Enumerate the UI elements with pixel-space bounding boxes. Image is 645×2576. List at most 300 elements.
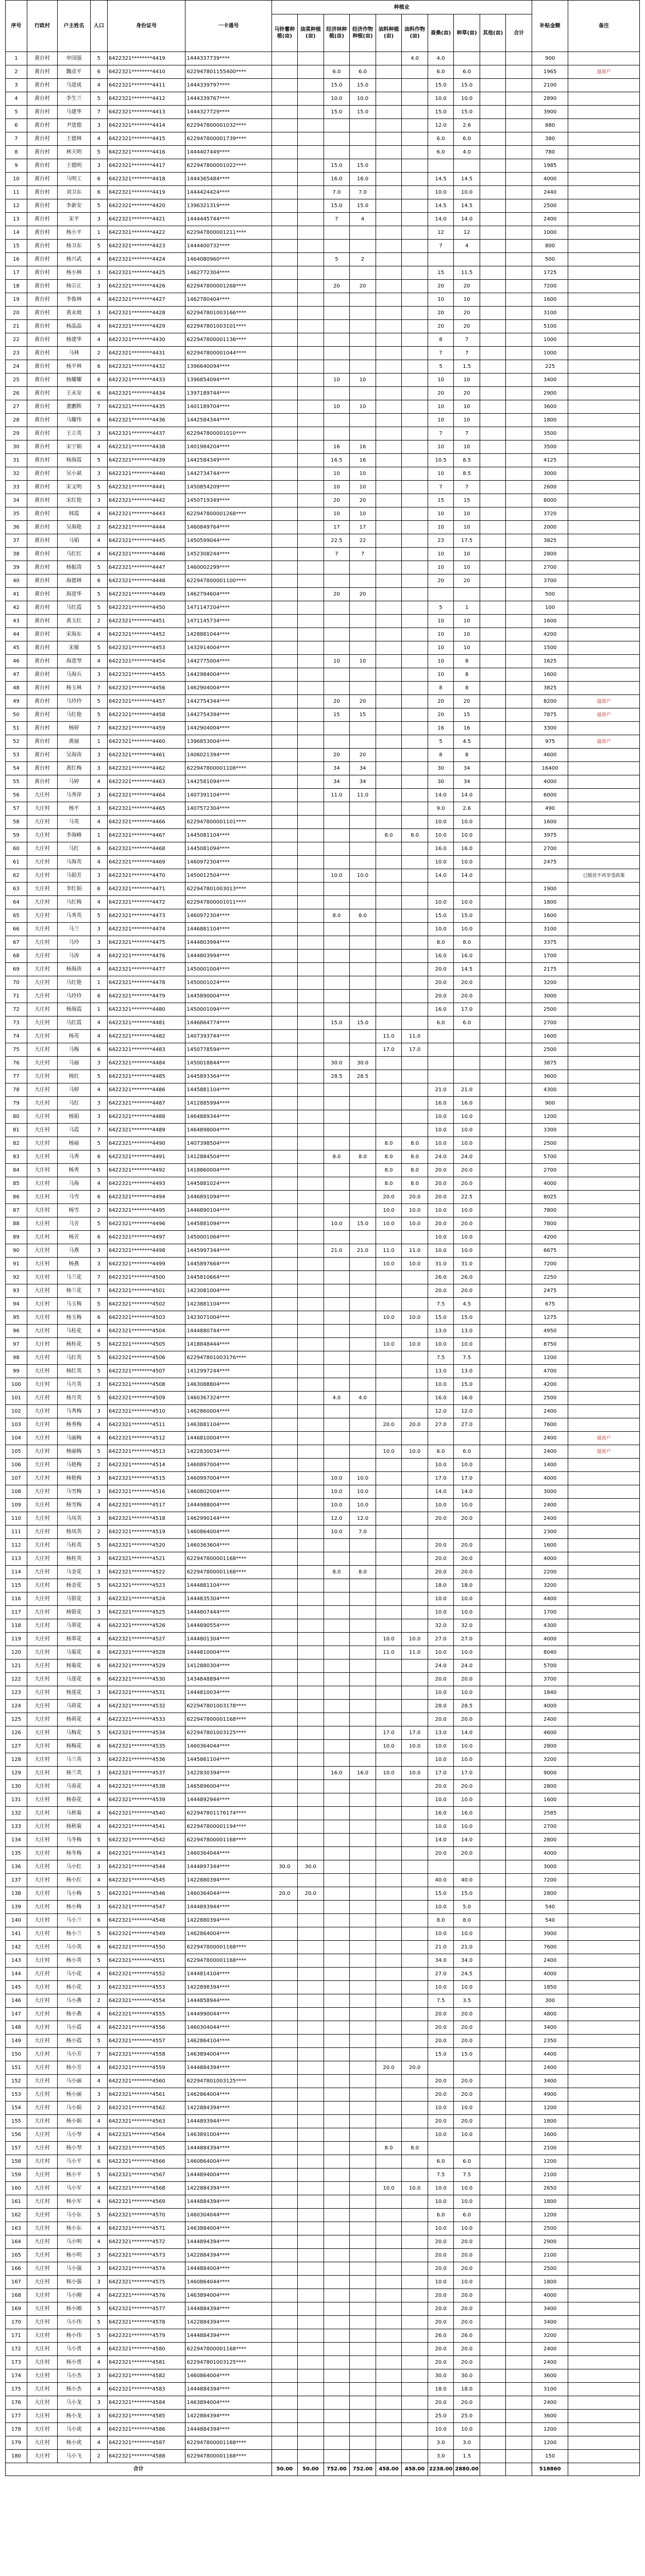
cell-householder: 董鹏辉 (58, 400, 91, 414)
cell-crop9 (480, 561, 506, 574)
cell-id-number: 6422321********4547 (107, 1901, 185, 1914)
cell-id-number: 6422321********4490 (107, 1137, 185, 1150)
cell-population: 7 (90, 682, 107, 695)
cell-total (506, 2021, 532, 2035)
cell-subsidy-amount: 4000 (532, 1968, 568, 1981)
cell-village: 大庄村 (27, 1258, 57, 1271)
cell-crop2 (298, 1258, 324, 1271)
cell-crop7: 8 (428, 682, 454, 695)
cell-crop6 (402, 695, 428, 708)
table-row (6, 789, 640, 802)
cell-crop3 (324, 1633, 350, 1646)
cell-crop9 (480, 293, 506, 307)
cell-card-number: 1471147204**** (185, 601, 271, 615)
cell-crop2 (298, 1097, 324, 1110)
cell-seq: 69 (6, 963, 27, 976)
cell-seq: 135 (6, 1847, 27, 1860)
cell-subsidy-amount: 4125 (532, 454, 568, 467)
cell-crop4 (350, 1968, 376, 1981)
cell-village: 大庄村 (27, 1083, 57, 1097)
cell-total (506, 1365, 532, 1378)
cell-village: 大庄村 (27, 1526, 57, 1539)
cell-note (568, 2102, 640, 2115)
cell-crop4 (350, 1994, 376, 2008)
cell-crop6 (402, 655, 428, 668)
cell-crop3 (324, 414, 350, 427)
cell-crop4 (350, 1432, 376, 1445)
cell-crop7: 20 (428, 387, 454, 400)
cell-householder: 马小燕 (58, 1994, 91, 2008)
cell-total (506, 1110, 532, 1124)
cell-village: 黄台村 (27, 132, 57, 146)
cell-crop2 (298, 266, 324, 280)
cell-card-number: 1401984204**** (185, 440, 271, 454)
cell-village: 大庄村 (27, 1499, 57, 1512)
table-row (6, 186, 640, 199)
cell-crop9 (480, 1191, 506, 1204)
cell-crop9 (480, 2369, 506, 2383)
cell-crop6 (402, 1231, 428, 1244)
cell-crop4: 15.0 (350, 1217, 376, 1231)
cell-crop6 (402, 1807, 428, 1820)
cell-householder: 杨兰花 (58, 1284, 91, 1298)
cell-crop8: 14.5 (454, 199, 480, 213)
cell-subsidy-amount: 4300 (532, 1083, 568, 1097)
cell-householder: 杨小明 (58, 2249, 91, 2262)
cell-crop3 (324, 2369, 350, 2383)
cell-id-number: 6422321********4515 (107, 1472, 185, 1485)
cell-crop3 (324, 307, 350, 320)
cell-crop4: 12.0 (350, 1512, 376, 1526)
cell-householder: 林天明 (58, 146, 91, 159)
cell-card-number: 622947801003176**** (185, 1351, 271, 1365)
cell-crop7: 7 (428, 427, 454, 440)
cell-card-number: 1444810004**** (185, 1646, 271, 1659)
cell-population: 5 (90, 2035, 107, 2048)
cell-householder: 马小军 (58, 2182, 91, 2195)
cell-crop2 (298, 106, 324, 119)
cell-crop1 (271, 119, 298, 132)
cell-householder: 杨小杰 (58, 2383, 91, 2396)
cell-id-number: 6422321********4497 (107, 1231, 185, 1244)
table-row (6, 1767, 640, 1780)
cell-crop3 (324, 950, 350, 963)
cell-card-number: 1444884394**** (185, 2423, 271, 2436)
table-row (6, 2115, 640, 2128)
cell-crop9 (480, 521, 506, 534)
cell-note (568, 1901, 640, 1914)
cell-crop6 (402, 668, 428, 682)
cell-crop9 (480, 1834, 506, 1847)
cell-householder: 马小东 (58, 2209, 91, 2222)
header-crop3: 经济林种植(亩) (324, 14, 350, 52)
cell-householder: 宋文明 (58, 481, 91, 494)
table-row (6, 1700, 640, 1713)
header-card-number: 一卡通号 (185, 1, 271, 52)
cell-seq: 83 (6, 1150, 27, 1164)
cell-seq: 147 (6, 2008, 27, 2021)
cell-crop9 (480, 2115, 506, 2128)
table-row (6, 2075, 640, 2088)
table-row (6, 1552, 640, 1566)
cell-crop1 (271, 802, 298, 816)
cell-seq: 35 (6, 507, 27, 521)
cell-householder: 马红红 (58, 548, 91, 561)
cell-crop8: 3.5 (454, 1994, 480, 2008)
cell-village: 大庄村 (27, 2048, 57, 2061)
cell-crop3 (324, 1298, 350, 1311)
cell-crop1 (271, 1847, 298, 1860)
cell-card-number: 1444897344**** (185, 1860, 271, 1874)
header-population: 人口 (90, 1, 107, 52)
cell-crop7: 15 (428, 494, 454, 507)
table-row (6, 2182, 640, 2195)
cell-card-number: 1444337739**** (185, 52, 271, 65)
cell-population: 4 (90, 816, 107, 829)
cell-crop6: 8.0 (402, 1137, 428, 1150)
table-row (6, 936, 640, 950)
cell-crop9 (480, 883, 506, 896)
cell-crop6 (402, 79, 428, 92)
cell-crop8: 20.0 (454, 2021, 480, 2035)
cell-crop1 (271, 1713, 298, 1726)
cell-crop6: 10.0 (402, 1740, 428, 1753)
cell-householder: 马小龙 (58, 2396, 91, 2410)
cell-seq: 23 (6, 347, 27, 360)
cell-card-number: 1444884394**** (185, 2195, 271, 2209)
cell-crop4 (350, 1860, 376, 1874)
cell-crop8: 8.0 (454, 1914, 480, 1927)
cell-crop5 (376, 2436, 402, 2450)
cell-crop8: 30.0 (454, 2369, 480, 2383)
cell-householder: 杨海霞 (58, 1003, 91, 1016)
cell-crop6 (402, 2021, 428, 2035)
cell-village: 黄台村 (27, 253, 57, 266)
cell-crop5 (376, 601, 402, 615)
cell-crop4 (350, 1204, 376, 1217)
cell-crop8: 10.0 (454, 1499, 480, 1512)
cell-card-number: 1422884394**** (185, 2249, 271, 2262)
cell-crop6 (402, 1927, 428, 1941)
cell-crop9 (480, 1820, 506, 1834)
cell-crop4: 10.0 (350, 92, 376, 106)
cell-id-number: 6422321********4561 (107, 2088, 185, 2102)
cell-village: 黄台村 (27, 173, 57, 186)
cell-population: 1 (90, 735, 107, 749)
cell-total (506, 2115, 532, 2128)
cell-crop4: 16.0 (350, 1767, 376, 1780)
cell-householder: 马林 (58, 347, 91, 360)
cell-seq: 127 (6, 1740, 27, 1753)
cell-crop3: 7.0 (324, 186, 350, 199)
cell-crop1 (271, 1914, 298, 1927)
cell-card-number: 1460364044**** (185, 1887, 271, 1901)
cell-total (506, 789, 532, 802)
cell-note (568, 521, 640, 534)
cell-householder: 马小琴 (58, 2128, 91, 2142)
table-row (6, 2249, 640, 2262)
cell-crop6 (402, 2356, 428, 2369)
cell-crop1 (271, 1325, 298, 1338)
cell-subsidy-amount: 2500 (532, 199, 568, 213)
cell-crop6 (402, 2222, 428, 2235)
cell-crop7: 20 (428, 708, 454, 722)
cell-crop3 (324, 1619, 350, 1633)
cell-subsidy-amount: 225 (532, 360, 568, 374)
cell-crop4: 17 (350, 521, 376, 534)
cell-crop8: 1 (454, 601, 480, 615)
cell-id-number: 6422321********4557 (107, 2035, 185, 2048)
cell-seq: 81 (6, 1124, 27, 1137)
cell-card-number: 1444801304**** (185, 1633, 271, 1646)
cell-note (568, 146, 640, 159)
cell-population: 3 (90, 1901, 107, 1914)
cell-crop2 (298, 159, 324, 173)
cell-seq: 174 (6, 2369, 27, 2383)
cell-crop2 (298, 173, 324, 186)
cell-subsidy-amount: 4200 (532, 1378, 568, 1392)
cell-subsidy-amount: 16400 (532, 762, 568, 775)
cell-card-number: 1444884004**** (185, 2262, 271, 2276)
cell-crop3 (324, 1271, 350, 1284)
cell-crop1 (271, 789, 298, 802)
cell-crop5 (376, 1887, 402, 1901)
cell-crop1 (271, 1994, 298, 2008)
cell-crop2 (298, 950, 324, 963)
cell-seq: 86 (6, 1191, 27, 1204)
cell-total (506, 92, 532, 106)
cell-note (568, 1914, 640, 1927)
cell-population: 5 (90, 240, 107, 253)
cell-id-number: 6422321********4429 (107, 320, 185, 333)
cell-id-number: 6422321********4420 (107, 199, 185, 213)
cell-population: 4 (90, 1325, 107, 1338)
table-row (6, 816, 640, 829)
table-row (6, 708, 640, 722)
cell-crop4: 28.5 (350, 1070, 376, 1083)
cell-total (506, 79, 532, 92)
cell-crop3 (324, 2075, 350, 2088)
cell-crop6 (402, 1472, 428, 1485)
cell-crop1 (271, 400, 298, 414)
cell-crop9 (480, 1043, 506, 1057)
cell-crop5 (376, 226, 402, 240)
cell-crop2 (298, 976, 324, 990)
cell-crop2 (298, 1927, 324, 1941)
cell-crop1 (271, 52, 298, 65)
table-row (6, 2222, 640, 2235)
table-row (6, 1258, 640, 1271)
cell-crop6 (402, 2450, 428, 2463)
cell-crop9 (480, 1552, 506, 1566)
cell-card-number: 1445861104**** (185, 1753, 271, 1767)
cell-subsidy-amount: 2400 (532, 2356, 568, 2369)
cell-crop9 (480, 186, 506, 199)
cell-crop5 (376, 1592, 402, 1606)
cell-crop9 (480, 1485, 506, 1499)
cell-card-number: 1460997004**** (185, 1472, 271, 1485)
cell-village: 黄台村 (27, 414, 57, 427)
table-row (6, 923, 640, 936)
cell-card-number: 1407398504**** (185, 1137, 271, 1150)
cell-crop3: 16.0 (324, 173, 350, 186)
cell-crop9 (480, 1150, 506, 1164)
cell-card-number: 622947801176174**** (185, 1807, 271, 1820)
cell-note (568, 333, 640, 347)
cell-crop7: 10 (428, 561, 454, 574)
cell-id-number: 6422321********4575 (107, 2276, 185, 2289)
cell-card-number: 622947800001168**** (185, 1552, 271, 1566)
cell-subsidy-amount: 2175 (532, 963, 568, 976)
cell-subsidy-amount: 3200 (532, 1753, 568, 1767)
cell-crop5 (376, 749, 402, 762)
cell-card-number: 1444884394**** (185, 2329, 271, 2343)
table-row (6, 1927, 640, 1941)
cell-householder: 杨小林 (58, 266, 91, 280)
cell-crop2 (298, 1793, 324, 1807)
cell-crop9 (480, 1097, 506, 1110)
cell-crop2 (298, 2168, 324, 2182)
cell-subsidy-amount: 2100 (532, 2249, 568, 2262)
cell-seq: 139 (6, 1901, 27, 1914)
cell-crop6: 10.0 (402, 1204, 428, 1217)
cell-population: 4 (90, 1016, 107, 1030)
cell-crop2 (298, 802, 324, 816)
cell-crop8: 7.5 (454, 1351, 480, 1365)
cell-subsidy-amount: 8025 (532, 1191, 568, 1204)
cell-crop2 (298, 119, 324, 132)
cell-householder: 马娟芳 (58, 869, 91, 883)
totals-crop7: 2238.00 (428, 2463, 454, 2476)
cell-crop1 (271, 2410, 298, 2423)
cell-population: 3 (90, 1686, 107, 1700)
cell-card-number: 1444858944**** (185, 1994, 271, 2008)
cell-householder: 马梅 (58, 1043, 91, 1057)
cell-crop1 (271, 2249, 298, 2262)
cell-crop9 (480, 199, 506, 213)
cell-seq: 28 (6, 414, 27, 427)
cell-population: 6 (90, 65, 107, 79)
cell-householder: 宋敏 (58, 641, 91, 655)
cell-id-number: 6422321********4434 (107, 387, 185, 400)
cell-crop2 (298, 2075, 324, 2088)
cell-crop6 (402, 400, 428, 414)
cell-id-number: 6422321********4491 (107, 1150, 185, 1164)
cell-seq: 40 (6, 574, 27, 588)
cell-crop5 (376, 1994, 402, 2008)
cell-crop7: 20.0 (428, 2075, 454, 2088)
cell-population: 3 (90, 494, 107, 507)
cell-crop9 (480, 387, 506, 400)
cell-population: 2 (90, 1526, 107, 1539)
cell-crop9 (480, 333, 506, 347)
cell-crop8: 16.0 (454, 1392, 480, 1405)
cell-householder: 马耀伟 (58, 414, 91, 427)
cell-population: 4 (90, 2128, 107, 2142)
cell-crop7: 3.0 (428, 2450, 454, 2463)
table-row (6, 722, 640, 735)
cell-village: 大庄村 (27, 816, 57, 829)
cell-crop2 (298, 2436, 324, 2450)
cell-crop8: 10.0 (454, 1740, 480, 1753)
cell-note (568, 2182, 640, 2195)
cell-village: 大庄村 (27, 2289, 57, 2302)
cell-crop6 (402, 2115, 428, 2128)
cell-card-number: 1460849764**** (185, 521, 271, 534)
cell-crop5 (376, 561, 402, 574)
table-row (6, 2450, 640, 2463)
cell-crop8: 26.0 (454, 1271, 480, 1284)
header-id-number: 身份证号 (107, 1, 185, 52)
cell-village: 大庄村 (27, 1619, 57, 1633)
table-row (6, 909, 640, 923)
cell-crop5 (376, 347, 402, 360)
cell-subsidy-amount: 300 (532, 1994, 568, 2008)
cell-crop2 (298, 1673, 324, 1686)
cell-crop9 (480, 1110, 506, 1124)
cell-crop2 (298, 1432, 324, 1445)
cell-population: 3 (90, 1110, 107, 1124)
cell-id-number: 6422321********4520 (107, 1539, 185, 1552)
cell-village: 大庄村 (27, 2356, 57, 2369)
cell-crop1 (271, 2115, 298, 2128)
cell-crop2 (298, 2155, 324, 2168)
cell-seq: 12 (6, 199, 27, 213)
cell-crop5 (376, 695, 402, 708)
cell-crop2 (298, 1954, 324, 1968)
cell-crop4 (350, 1606, 376, 1619)
cell-population: 3 (90, 668, 107, 682)
cell-crop3: 15.0 (324, 1016, 350, 1030)
cell-card-number: 1450012504**** (185, 869, 271, 883)
cell-total (506, 1914, 532, 1927)
cell-crop3 (324, 1954, 350, 1968)
cell-crop4: 10 (350, 400, 376, 414)
cell-crop8: 34 (454, 775, 480, 789)
cell-crop6: 10.0 (402, 1445, 428, 1459)
cell-total (506, 1633, 532, 1646)
cell-crop4 (350, 601, 376, 615)
cell-crop5 (376, 2168, 402, 2182)
header-crop7: 蚕桑(亩) (428, 14, 454, 52)
cell-crop9 (480, 240, 506, 253)
cell-subsidy-amount: 3100 (532, 307, 568, 320)
cell-householder: 杨小红 (58, 1874, 91, 1887)
cell-subsidy-amount: 4000 (532, 173, 568, 186)
cell-total (506, 1351, 532, 1365)
cell-population: 3 (90, 1552, 107, 1566)
cell-subsidy-amount: 1700 (532, 950, 568, 963)
cell-crop5 (376, 789, 402, 802)
table-row (6, 1874, 640, 1887)
cell-seq: 54 (6, 762, 27, 775)
cell-crop7: 14.0 (428, 213, 454, 226)
cell-crop5 (376, 2302, 402, 2316)
cell-note (568, 1164, 640, 1177)
cell-card-number: 1418860004**** (185, 1164, 271, 1177)
cell-crop3 (324, 842, 350, 856)
cell-population: 4 (90, 2436, 107, 2450)
cell-crop9 (480, 467, 506, 481)
cell-crop3 (324, 2289, 350, 2302)
cell-crop6 (402, 1887, 428, 1901)
cell-crop8 (454, 1057, 480, 1070)
cell-crop9 (480, 1512, 506, 1526)
cell-card-number: 1442754394**** (185, 708, 271, 722)
cell-crop5 (376, 360, 402, 374)
cell-id-number: 6422321********4481 (107, 1016, 185, 1030)
cell-id-number: 6422321********4523 (107, 1579, 185, 1592)
